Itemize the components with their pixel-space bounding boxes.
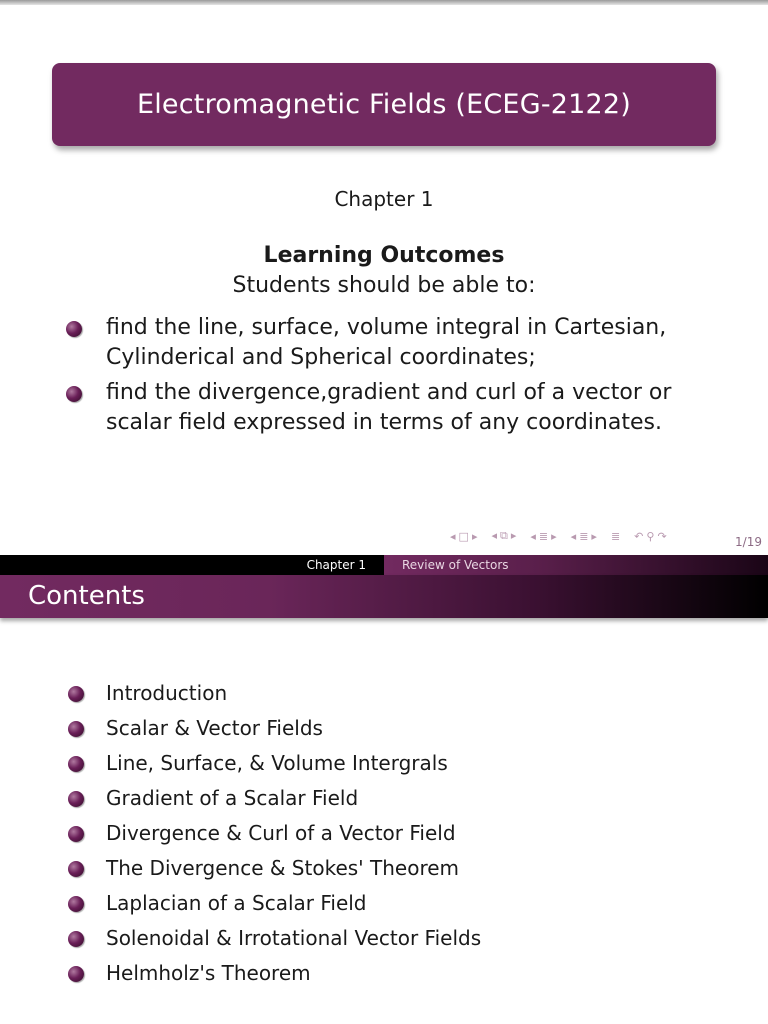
nav-prev-icon[interactable]: ◂ [450, 529, 456, 543]
contents-item-label: Solenoidal & Irrotational Vector Fields [106, 926, 482, 950]
bullet-icon [68, 721, 84, 737]
nav-prev-icon[interactable]: ◂ [570, 529, 577, 543]
bullet-icon [66, 386, 82, 402]
section-nav[interactable] [530, 530, 556, 543]
headline-section[interactable]: Review of Vectors [384, 555, 768, 575]
nav-next-icon[interactable]: ▸ [591, 529, 597, 543]
nav-prev-icon[interactable]: ◂ [530, 529, 536, 543]
outcome-text: find the divergence,gradient and curl of a vector or scalar field expressed in terms of any coordinates. [106, 380, 672, 435]
title-box [52, 63, 716, 146]
slide-2 [0, 555, 768, 1024]
slide-title: Electromagnetic Fields (ECEG-2122) [136, 89, 632, 120]
contents-item[interactable] [68, 677, 481, 712]
outcome-text: find the line, surface, volume integral in Cartesian, Cylinderical and Spherical coordinates; [106, 315, 667, 370]
contents-item[interactable] [68, 852, 481, 887]
outcome-item [66, 313, 726, 373]
presentation-nav[interactable] [571, 530, 597, 543]
frame-title: Contents [28, 581, 145, 611]
contents-item-label: Divergence & Curl of a Vector Field [106, 821, 456, 845]
nav-next-icon[interactable]: ▸ [510, 529, 517, 542]
history-nav[interactable] [634, 530, 667, 543]
headline-chapter[interactable]: Chapter 1 [306, 558, 366, 572]
bullet-icon [68, 896, 84, 912]
frame-icon[interactable]: □ [458, 529, 469, 543]
contents-item-label: Helmholz's Theorem [106, 961, 311, 985]
contents-item[interactable] [68, 922, 481, 957]
contents-item[interactable] [68, 957, 481, 992]
bullet-icon [68, 756, 84, 772]
toc-icon[interactable]: ≣ [610, 529, 621, 543]
bullet-icon [68, 686, 84, 702]
contents-item[interactable] [68, 747, 481, 782]
contents-item-label: The Divergence & Stokes' Theorem [106, 856, 460, 880]
headline-bar [0, 555, 768, 575]
section-icon[interactable]: ≣ [538, 529, 549, 543]
search-icon[interactable]: ⚲ [646, 529, 655, 543]
contents-item-label: Introduction [106, 681, 228, 705]
bullet-icon [66, 321, 82, 337]
beamer-navigation-bar [450, 529, 667, 543]
nav-prev-icon[interactable]: ◂ [491, 529, 497, 542]
contents-list [68, 677, 481, 992]
contents-item[interactable] [68, 817, 481, 852]
bullet-icon [68, 791, 84, 807]
back-icon[interactable]: ↶ [634, 529, 644, 543]
frame-nav[interactable] [450, 530, 477, 543]
bullet-icon [68, 826, 84, 842]
subsection-nav[interactable] [491, 529, 516, 543]
outcomes-heading: Learning Outcomes [263, 243, 505, 268]
chapter-label: Chapter 1 [334, 187, 434, 211]
forward-icon[interactable]: ↷ [657, 529, 667, 543]
contents-item-label: Scalar & Vector Fields [106, 716, 323, 740]
contents-item[interactable] [68, 712, 481, 747]
bullet-icon [68, 966, 84, 982]
slide-1 [0, 5, 768, 555]
subsection-icon[interactable]: ⧉ [500, 529, 508, 542]
contents-item[interactable] [68, 782, 481, 817]
presentation-icon[interactable]: ≣ [579, 529, 589, 543]
outcomes-subheading: Students should be able to: [232, 273, 536, 298]
contents-item-label: Gradient of a Scalar Field [106, 786, 359, 810]
nav-next-icon[interactable]: ▸ [471, 529, 478, 543]
frame-title-bar [0, 575, 768, 618]
contents-item[interactable] [68, 887, 481, 922]
nav-next-icon[interactable]: ▸ [551, 529, 557, 543]
outcome-item [66, 378, 726, 438]
page-number: 1/19 [735, 535, 762, 549]
bullet-icon [68, 931, 84, 947]
contents-item-label: Laplacian of a Scalar Field [106, 891, 367, 915]
contents-item-label: Line, Surface, & Volume Intergrals [106, 751, 448, 775]
bullet-icon [68, 861, 84, 877]
outcomes-list [66, 313, 726, 443]
